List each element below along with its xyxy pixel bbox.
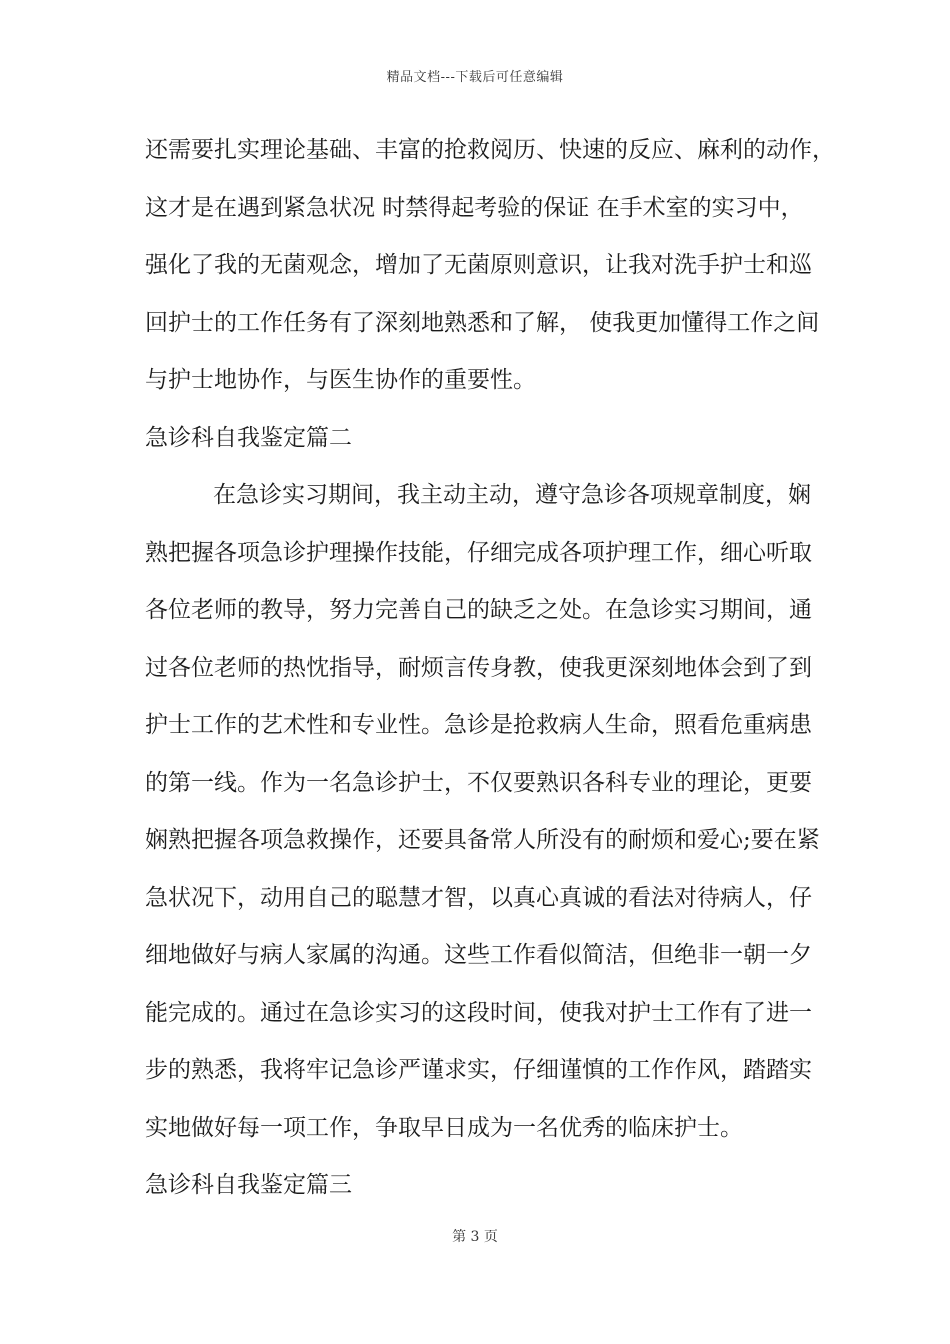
paragraph-line: 细地做好与病人家属的沟通。这些工作看似简洁，但绝非一朝一夕 — [145, 942, 812, 968]
paragraph-line: 强化了我的无菌观念，增加了无菌原则意识，让我对洗手护士和巡 — [145, 252, 812, 278]
paragraph-line: 各位老师的教导，努力完善自己的缺乏之处。在急诊实习期间，通 — [145, 597, 812, 623]
paragraph-line: 还需要扎实理论基础、丰富的抢救阅历、快速的反应、麻利的动作， — [145, 137, 835, 163]
paragraph-line: 的第一线。作为一名急诊护士，不仅要熟识各科专业的理论，更要 — [145, 769, 812, 796]
page-header: 精品文档---下载后可任意编辑 — [386, 70, 564, 85]
paragraph-line: 步的熟悉，我将牢记急诊严谨求实，仔细谨慎的工作作风，踏踏实 — [145, 1057, 812, 1083]
paragraph-line: 能完成的。通过在急诊实习的这段时间，使我对护士工作有了进一 — [145, 999, 812, 1026]
paragraph-line: 熟把握各项急诊护理操作技能，仔细完成各项护理工作，细心听取 — [145, 539, 812, 566]
paragraph-line: 护士工作的艺术性和专业性。急诊是抢救病人生命，照看危重病患 — [145, 712, 812, 738]
section-heading: 急诊科自我鉴定篇二 — [145, 424, 352, 451]
paragraph-line: 回护士的工作任务有了深刻地熟悉和了解， 使我更加懂得工作之间 — [145, 309, 820, 336]
paragraph-line: 过各位老师的热忱指导，耐烦言传身教，使我更深刻地体会到了到 — [145, 654, 812, 681]
section-heading: 急诊科自我鉴定篇三 — [145, 1172, 352, 1198]
page-number: 第 3 页 — [452, 1229, 498, 1245]
paragraph-line: 与护士地协作，与医生协作的重要性。 — [145, 367, 536, 393]
document-body — [145, 128, 835, 1221]
paragraph-line: 急状况下，动用自己的聪慧才智，以真心真诚的看法对待病人，仔 — [145, 884, 812, 911]
paragraph-line: 在急诊实习期间，我主动主动，遵守急诊各项规章制度，娴 — [213, 482, 811, 508]
paragraph-line: 娴熟把握各项急救操作，还要具备常人所没有的耐烦和爱心;要在紧 — [145, 827, 820, 853]
paragraph-line: 这才是在遇到紧急状况 时禁得起考验的保证 在手术室的实习中， — [145, 194, 804, 221]
paragraph-line: 实地做好每一项工作，争取早日成为一名优秀的临床护士。 — [145, 1114, 743, 1141]
